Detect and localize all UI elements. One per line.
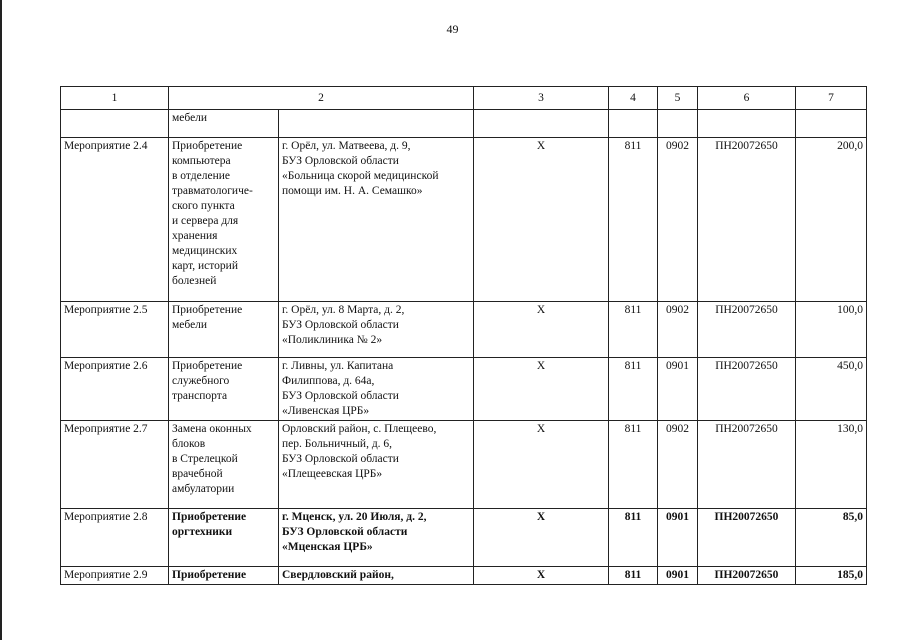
table-row	[61, 302, 867, 358]
header-col-4: 4	[609, 87, 658, 110]
table-row	[61, 110, 867, 138]
col5-cell	[658, 110, 698, 138]
col3-cell: Х	[474, 509, 609, 567]
col6-cell: ПН20072650	[698, 421, 796, 509]
address-cell: г. Ливны, ул. Капитана Филиппова, д. 64а, БУЗ Орловской области «Ливенская ЦРБ»	[279, 358, 474, 421]
col4-cell: 811	[609, 421, 658, 509]
address-cell: г. Орёл, ул. 8 Марта, д. 2, БУЗ Орловской области «Поликлиника № 2»	[279, 302, 474, 358]
header-col-2: 2	[169, 87, 474, 110]
col6-cell: ПН20072650	[698, 567, 796, 585]
col6-cell: ПН20072650	[698, 138, 796, 302]
header-col-1: 1	[61, 87, 169, 110]
measure-cell	[61, 110, 169, 138]
measure-cell: Мероприятие 2.7	[61, 421, 169, 509]
header-col-5: 5	[658, 87, 698, 110]
col7-cell: 100,0	[796, 302, 867, 358]
col7-cell: 185,0	[796, 567, 867, 585]
col7-cell: 200,0	[796, 138, 867, 302]
page-number: 49	[446, 22, 459, 36]
description-cell: Приобретение мебели	[169, 302, 279, 358]
col6-cell: ПН20072650	[698, 358, 796, 421]
table-row	[61, 567, 867, 585]
col4-cell: 811	[609, 358, 658, 421]
header-col-7: 7	[796, 87, 867, 110]
col5-cell: 0901	[658, 509, 698, 567]
col4-cell: 811	[609, 509, 658, 567]
table-row	[61, 358, 867, 421]
col3-cell: Х	[474, 567, 609, 585]
table-header-row	[61, 87, 867, 110]
description-cell: Приобретение оргтехники	[169, 509, 279, 567]
col6-cell: ПН20072650	[698, 302, 796, 358]
address-cell: Свердловский район,	[279, 567, 474, 585]
address-cell: г. Мценск, ул. 20 Июля, д. 2, БУЗ Орловской области «Мценская ЦРБ»	[279, 509, 474, 567]
col6-cell: ПН20072650	[698, 509, 796, 567]
col7-cell: 450,0	[796, 358, 867, 421]
left-margin-rule	[0, 0, 2, 640]
col4-cell	[609, 110, 658, 138]
col5-cell: 0902	[658, 138, 698, 302]
description-cell: Приобретение компьютера в отделение травматологиче- ского пункта и сервера для хранения медицинских карт, историй болезней	[169, 138, 279, 302]
measure-cell: Мероприятие 2.6	[61, 358, 169, 421]
description-cell: Замена оконных блоков в Стрелецкой врачебной амбулатории	[169, 421, 279, 509]
table-row	[61, 421, 867, 509]
col6-cell	[698, 110, 796, 138]
col7-cell	[796, 110, 867, 138]
col3-cell: Х	[474, 302, 609, 358]
table-row	[61, 509, 867, 567]
table-row	[61, 138, 867, 302]
col4-cell: 811	[609, 138, 658, 302]
col3-cell: Х	[474, 421, 609, 509]
address-cell	[279, 110, 474, 138]
col3-cell: Х	[474, 358, 609, 421]
description-cell: мебели	[169, 110, 279, 138]
description-cell: Приобретение служебного транспорта	[169, 358, 279, 421]
col5-cell: 0901	[658, 358, 698, 421]
header-col-3: 3	[474, 87, 609, 110]
col5-cell: 0902	[658, 302, 698, 358]
col3-cell	[474, 110, 609, 138]
col7-cell: 85,0	[796, 509, 867, 567]
col4-cell: 811	[609, 302, 658, 358]
measure-cell: Мероприятие 2.9	[61, 567, 169, 585]
budget-table	[60, 86, 867, 585]
header-col-6: 6	[698, 87, 796, 110]
col5-cell: 0901	[658, 567, 698, 585]
address-cell: г. Орёл, ул. Матвеева, д. 9, БУЗ Орловской области «Больница скорой медицинской помощи им. Н. А. Семашко»	[279, 138, 474, 302]
description-cell: Приобретение	[169, 567, 279, 585]
measure-cell: Мероприятие 2.8	[61, 509, 169, 567]
address-cell: Орловский район, с. Плещеево, пер. Больничный, д. 6, БУЗ Орловской области «Плещеевская ЦРБ»	[279, 421, 474, 509]
col4-cell: 811	[609, 567, 658, 585]
col3-cell: Х	[474, 138, 609, 302]
measure-cell: Мероприятие 2.5	[61, 302, 169, 358]
col5-cell: 0902	[658, 421, 698, 509]
measure-cell: Мероприятие 2.4	[61, 138, 169, 302]
col7-cell: 130,0	[796, 421, 867, 509]
